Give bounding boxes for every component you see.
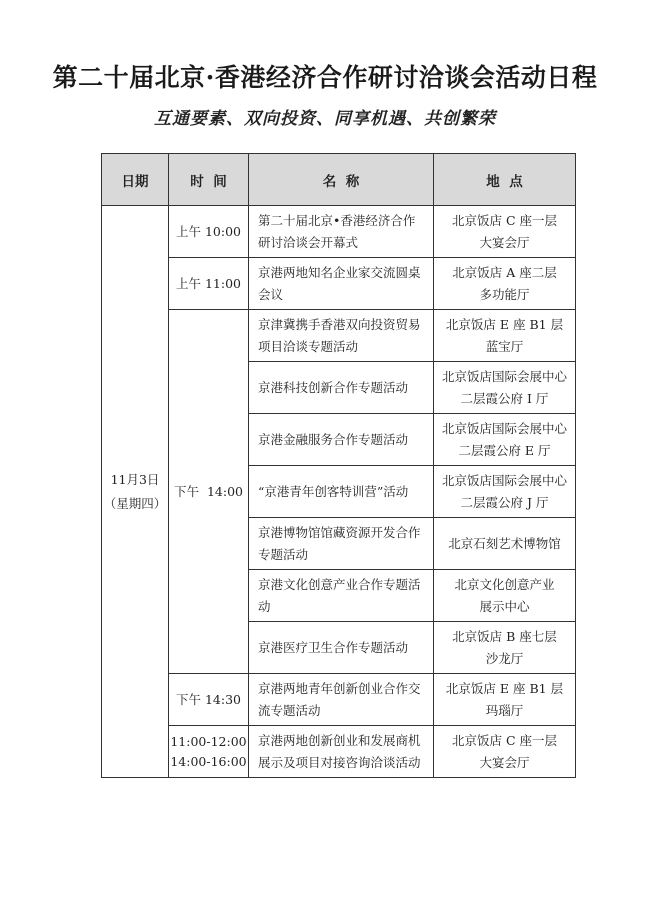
venue-line2: 二层霞公府 J 厅 [460, 494, 549, 510]
venue-line1: 北京饭店 C 座一层 [451, 212, 557, 228]
venue-line1: 北京饭店国际会展中心 [441, 472, 567, 488]
document-title: 第二十届北京·香港经济合作研讨洽谈会活动日程 [52, 63, 598, 92]
venue-line1: 北京饭店 C 座一层 [451, 732, 557, 748]
venue-line2: 二层霞公府 E 厅 [458, 442, 551, 458]
schedule-table [101, 153, 576, 778]
venue-line2: 展示中心 [479, 598, 530, 614]
time-cell [169, 674, 249, 726]
event-name-cell [249, 726, 434, 778]
venue-cell [434, 726, 576, 778]
venue-cell [434, 362, 576, 414]
venue-line1: 北京饭店国际会展中心 [441, 368, 567, 384]
header-time: 时 间 [169, 154, 249, 206]
venue-line1: 北京石刻艺术博物馆 [448, 535, 561, 551]
event-name: 京港金融服务合作专题活动 [258, 431, 409, 447]
table-row [102, 206, 576, 258]
venue-line1: 北京饭店 E 座 B1 层 [445, 680, 564, 696]
venue-cell [434, 310, 576, 362]
header-date: 日期 [102, 154, 169, 206]
time-text: 上午 11:00 [176, 275, 241, 291]
venue-line2: 沙龙厅 [485, 650, 524, 666]
venue-line1: 北京饭店 B 座七层 [452, 628, 557, 644]
event-name-cell [249, 258, 434, 310]
event-name: 京港两地知名企业家交流圆桌会议 [258, 264, 421, 302]
event-name: 京港医疗卫生合作专题活动 [258, 639, 409, 655]
venue-cell [434, 518, 576, 570]
event-name-cell [249, 622, 434, 674]
time-cell [169, 206, 249, 258]
header-place: 地 点 [434, 154, 576, 206]
venue-line1: 北京饭店国际会展中心 [441, 420, 567, 436]
venue-line2: 蓝宝厅 [485, 338, 524, 354]
event-name: 京港两地青年创新创业合作交流专题活动 [258, 680, 421, 718]
venue-line2: 大宴会厅 [479, 234, 530, 250]
event-name-cell [249, 414, 434, 466]
document-subtitle: 互通要素、双向投资、同享机遇、共创繁荣 [154, 109, 496, 129]
event-name-cell [249, 518, 434, 570]
venue-cell [434, 622, 576, 674]
time-text: 下午 14:30 [176, 691, 241, 707]
time-text: 下午 14:00 [174, 483, 243, 499]
time-cell [169, 310, 249, 674]
venue-line2: 玛瑙厅 [485, 702, 524, 718]
venue-cell [434, 258, 576, 310]
event-name: 京港科技创新合作专题活动 [258, 379, 409, 395]
event-name-cell [249, 310, 434, 362]
event-name: 京港两地创新创业和发展商机展示及项目对接咨询洽谈活动 [258, 732, 421, 770]
event-name-cell [249, 570, 434, 622]
event-name: 京津冀携手香港双向投资贸易项目洽谈专题活动 [258, 316, 421, 354]
event-name: 京港文化创意产业合作专题活动 [258, 576, 421, 614]
table-header-row [102, 154, 576, 206]
venue-line1: 北京文化创意产业 [454, 576, 555, 592]
time-cell [169, 258, 249, 310]
venue-cell [434, 206, 576, 258]
event-name-cell [249, 674, 434, 726]
date-text: 11月3日 [110, 471, 160, 487]
venue-line1: 北京饭店 E 座 B1 层 [445, 316, 564, 332]
venue-line2: 多功能厅 [479, 286, 530, 302]
venue-cell [434, 414, 576, 466]
venue-line1: 北京饭店 A 座二层 [452, 264, 557, 280]
event-name: 京港博物馆馆藏资源开发合作专题活动 [258, 524, 421, 562]
venue-cell [434, 570, 576, 622]
event-name: “京港青年创客特训营”活动 [258, 483, 409, 499]
table-row [102, 310, 576, 362]
venue-line2: 大宴会厅 [479, 754, 530, 770]
event-name-cell [249, 362, 434, 414]
event-name: 第二十届北京•香港经济合作研讨洽谈会开幕式 [258, 212, 416, 250]
event-name-cell [249, 466, 434, 518]
time-text: 上午 10:00 [176, 223, 241, 239]
table-row [102, 258, 576, 310]
venue-cell [434, 466, 576, 518]
time-cell [169, 726, 249, 778]
table-row [102, 674, 576, 726]
header-name: 名 称 [249, 154, 434, 206]
weekday-text: （星期四） [103, 495, 167, 511]
table-row [102, 726, 576, 778]
time-range-1: 11:00-12:00 [170, 733, 247, 749]
date-cell [102, 206, 169, 778]
event-name-cell [249, 206, 434, 258]
venue-line2: 二层霞公府 I 厅 [460, 390, 549, 406]
time-range-2: 14:00-16:00 [170, 753, 247, 769]
venue-cell [434, 674, 576, 726]
